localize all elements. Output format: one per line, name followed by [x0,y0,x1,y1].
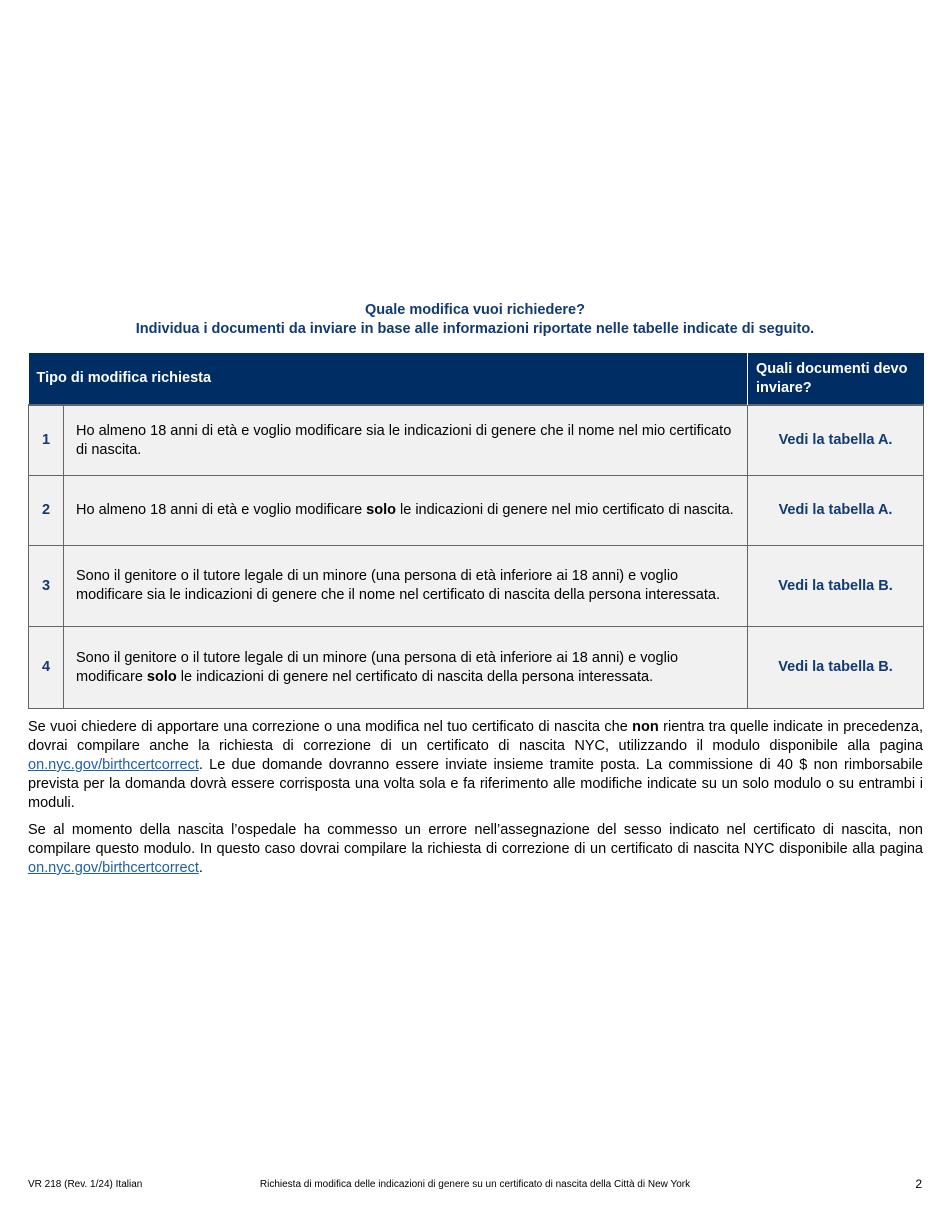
table-row [29,546,924,627]
row-documents: Vedi la tabella A. [748,476,924,546]
row-description: Ho almeno 18 anni di età e voglio modificare solo le indicazioni di genere nel mio certificato di nascita. [64,476,748,546]
birthcert-correct-link[interactable]: on.nyc.gov/birthcertcorrect [28,860,199,876]
emphasis-solo: solo [366,502,396,518]
column-header-documents: Quali documenti devo inviare? [748,353,924,405]
birthcert-correct-link[interactable]: on.nyc.gov/birthcertcorrect [28,757,199,773]
explanatory-text [28,718,923,886]
row-description: Ho almeno 18 anni di età e voglio modificare sia le indicazioni di genere che il nome nel mio certificato di nascita. [64,406,748,476]
heading-question: Quale modifica vuoi richiedere? [365,302,585,318]
page-heading [0,301,950,339]
heading-instructions: Individua i documenti da inviare in base alle informazioni riportate nelle tabelle indicate di seguito. [135,321,815,337]
row-description: Sono il genitore o il tutore legale di un minore (una persona di età inferiore ai 18 anni) e voglio modificare solo le indicazioni di genere nel certificato di nascita della persona interessata. [64,627,748,709]
change-type-table [28,353,924,709]
row-number: 4 [29,627,64,709]
paragraph-other-corrections: Se vuoi chiedere di apportare una correzione o una modifica nel tuo certificato di nascita che non rientra tra quelle indicate in precedenza, dovrai compilare anche la richiesta di correzione di un certificato di nascita NYC, utilizzando il modulo disponibile alla pagina on.nyc.gov/birthcertcorrect. Le due domande dovranno essere inviate insieme tramite posta. La commissione di 40 $ non rimborsabile prevista per la domanda dovrà essere corrisposta una volta sola e fa riferimento alle modifiche indicate su un solo modulo o su entrambi i moduli. [28,719,923,811]
row-documents: Vedi la tabella A. [748,406,924,476]
row-documents: Vedi la tabella B. [748,546,924,627]
table-header-row [29,353,924,405]
paragraph-hospital-error: Se al momento della nascita l’ospedale ha commesso un errore nell’assegnazione del sesso indicato nel certificato di nascita, non compilare questo modulo. In questo caso dovrai compilare la richiesta di correzione di un certificato di nascita NYC disponibile alla pagina on.nyc.gov/birthcertcorrect. [28,822,923,876]
row-description: Sono il genitore o il tutore legale di un minore (una persona di età inferiore ai 18 anni) e voglio modificare sia le indicazioni di genere che il nome nel certificato di nascita della persona interessata. [64,546,748,627]
emphasis-non: non [632,719,659,735]
emphasis-solo: solo [146,668,177,685]
row-number: 2 [29,476,64,546]
column-header-type: Tipo di modifica richiesta [29,353,748,405]
form-title: Richiesta di modifica delle indicazioni di genere su un certificato di nascita della Città di New York [259,1179,691,1190]
form-id: VR 218 (Rev. 1/24) Italian [28,1179,143,1190]
table-row [29,627,924,709]
table-row [29,406,924,476]
row-number: 3 [29,546,64,627]
table-row [29,476,924,546]
page-number: 2 [915,1177,922,1191]
row-documents: Vedi la tabella B. [748,627,924,709]
row-number: 1 [29,406,64,476]
